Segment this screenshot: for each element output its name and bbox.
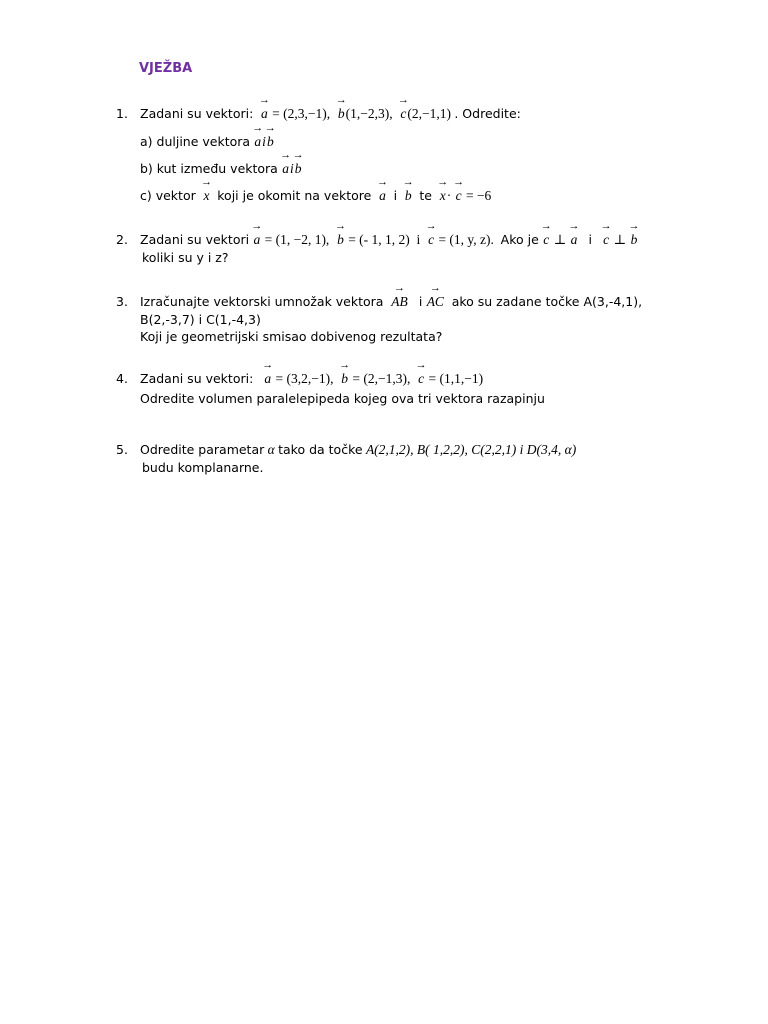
vector-b: → b [295, 161, 302, 177]
vector-a: → a [264, 371, 271, 387]
task-1-line-1 [140, 106, 521, 122]
vector-a: → a [254, 134, 261, 150]
vector-c-value: = (1,1,−1) [428, 371, 484, 386]
vector-ac: → AC [427, 294, 444, 310]
vector-ab: → AB [391, 294, 408, 310]
condition-text: Ako je [500, 232, 539, 247]
vector-c: → c [456, 188, 462, 204]
part-a-label: a) duljine vektora [140, 134, 251, 149]
vector-c: → c [603, 232, 609, 248]
conjunction: i [416, 232, 421, 247]
task-3-intro: Izračunajte vektorski umnožak vektora [140, 294, 384, 309]
separator: , [389, 106, 393, 121]
task-2-line-1 [140, 232, 638, 248]
task-3-line-1 [140, 294, 642, 310]
vector-c: → c [418, 371, 424, 387]
conjunction-te: te [419, 188, 432, 203]
conjunction: i [393, 188, 398, 203]
vector-b-value: (1,−2,3) [345, 106, 390, 121]
task-5-text: tako da točke [278, 442, 363, 457]
task-4-number: 4. [116, 371, 128, 386]
task-5-number: 5. [116, 442, 128, 457]
vector-c: → c [428, 232, 434, 248]
separator: , [326, 106, 331, 121]
vector-b: → b [341, 371, 348, 387]
vector-a-value: = (3,2,−1) [275, 371, 331, 386]
vector-a: → a [253, 232, 260, 248]
dot-operator: · [446, 188, 452, 203]
vector-a: → a [261, 106, 268, 122]
vector-b: → b [338, 106, 345, 122]
conjunction: i [262, 134, 266, 149]
task-4-line-2: Odredite volumen paralelepipeda kojeg ova tri vektora razapinju [140, 391, 545, 406]
dot-value: = −6 [465, 188, 492, 203]
conjunction: i [289, 161, 294, 176]
vector-a: → a [571, 232, 578, 248]
task-5-intro: Odredite parametar [140, 442, 265, 457]
perpendicular-symbol: ⊥ [613, 232, 627, 247]
vector-a: → a [379, 188, 386, 204]
separator: , [406, 371, 411, 386]
task-5-line-1 [140, 442, 576, 458]
vector-b-value: = (2,−1,3) [352, 371, 407, 386]
task-3-points: ako su zadane točke A(3,-4,1), [451, 294, 643, 309]
vector-b-value: = (- 1, 1, 2) [348, 232, 410, 247]
perpendicular-symbol: ⊥ [553, 232, 567, 247]
vector-b: → b [631, 232, 638, 248]
vector-a: → a [282, 161, 289, 177]
part-c-label: c) vektor [140, 188, 196, 203]
task-4-intro: Zadani su vektori: [140, 371, 254, 386]
task-1-number: 1. [116, 106, 128, 121]
conjunction: i [588, 232, 592, 247]
separator: , [330, 371, 334, 386]
task-1-part-b [140, 161, 302, 177]
vector-a-value: = (1, −2, 1), [264, 232, 330, 247]
vector-a-value: = (2,3,−1) [272, 106, 327, 121]
task-2-line-2: koliki su y i z? [142, 250, 229, 265]
task-3-line-2: B(2,-3,7) i C(1,-4,3) [140, 312, 261, 327]
task-1-part-a [140, 134, 275, 150]
task-1-part-c [140, 188, 491, 204]
task-5-line-2: budu komplanarne. [142, 460, 264, 475]
task-1-intro: Zadani su vektori: [140, 106, 254, 121]
vector-c: → c [543, 232, 549, 248]
vector-b: → b [405, 188, 412, 204]
task-1-outro: . Odredite: [454, 106, 521, 121]
conjunction: i [418, 294, 423, 309]
task-2-number: 2. [116, 232, 128, 247]
task-2-intro: Zadani su vektori [140, 232, 250, 247]
page-title: VJEŽBA [139, 61, 193, 76]
vector-b: → b [337, 232, 344, 248]
task-3-line-3: Koji je geometrijski smisao dobivenog rezultata? [140, 329, 443, 344]
vector-x: → x [204, 188, 210, 204]
task-5-points: A(2,1,2), B( 1,2,2), C(2,2,1) i D(3,4, α) [365, 442, 577, 457]
vector-c-value: (2,−1,1) [407, 106, 451, 121]
task-3-number: 3. [116, 294, 128, 309]
task-4-line-1 [140, 371, 483, 387]
parameter-alpha: α [267, 442, 275, 457]
vector-b: → b [267, 134, 274, 150]
vector-x: → x [440, 188, 446, 204]
vector-c: → c [400, 106, 406, 122]
vector-c-value: = (1, y, z). [438, 232, 494, 247]
part-c-text: koji je okomit na vektore [217, 188, 372, 203]
part-b-label: b) kut između vektora [140, 161, 278, 176]
